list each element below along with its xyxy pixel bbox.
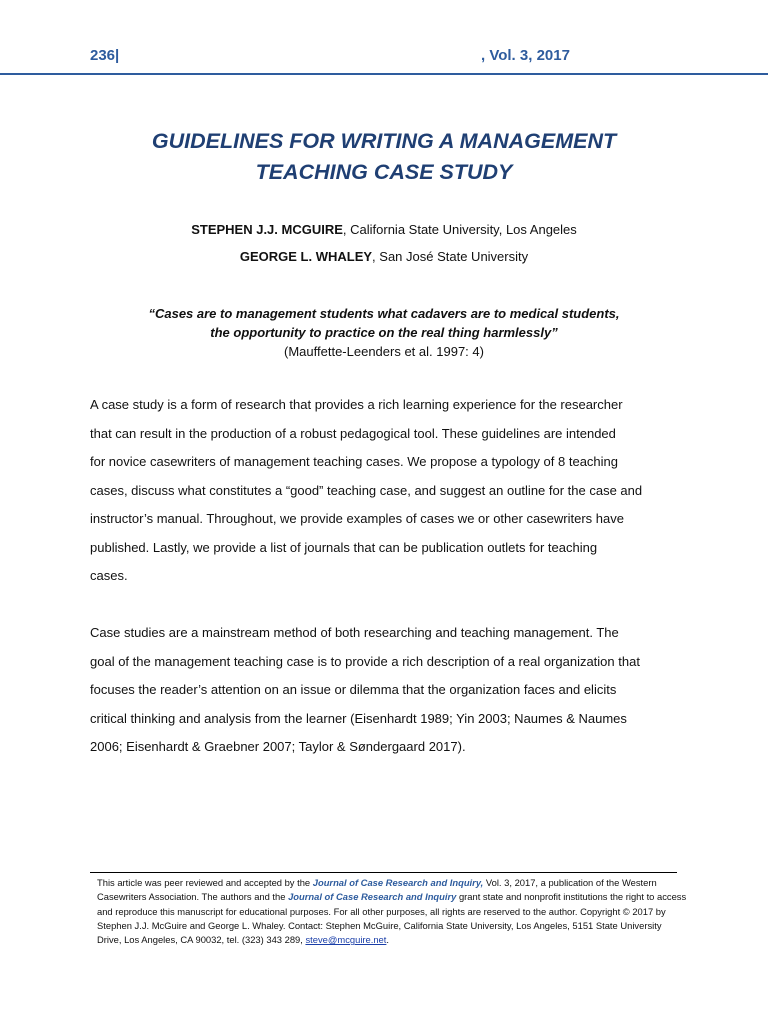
footnote-text: Vol. 3, 2017, a publication of the Western Casewriters Association. The authors and the <box>97 877 657 903</box>
text-line: critical thinking and analysis from the learner (Eisenhardt 1989; Yin 2003; Naumes & Naumes <box>90 710 627 726</box>
footnote-text: This article was peer reviewed and accepted by the <box>97 877 313 888</box>
epigraph <box>0 304 768 361</box>
text-line: that can result in the production of a robust pedagogical tool. These guidelines are intended <box>90 425 616 441</box>
text-line: published. Lastly, we provide a list of journals that can be publication outlets for teaching <box>90 539 598 555</box>
contact-email-link[interactable]: steve@mcguire.net <box>305 934 387 946</box>
journal-name: Journal of Case Research and Inquiry, <box>312 877 484 888</box>
text-line: cases. <box>90 568 128 583</box>
footnote-text: grant state and nonprofit institutions the right to access and reproduce this manuscript for educational purposes. For all other purposes, all rights are reserved to the author. Copyright © 2017 by Stephen J.J. McGuire and George L. Whaley. Contact: Stephen McGuire, California State University, Los Angeles, 5151 State University Drive, Los Angeles, CA 90032, tel. (323) 343 289, <box>97 891 687 946</box>
epigraph-citation: (Mauffette-Leenders et al. 1997: 4) <box>284 344 484 359</box>
text-line: goal of the management teaching case is to provide a rich description of a real organization that <box>90 653 640 669</box>
title-line-2: TEACHING CASE STUDY <box>255 160 513 184</box>
author-list <box>0 216 768 270</box>
footnote-rule <box>90 872 677 873</box>
body-paragraph-1 <box>90 391 690 591</box>
text-line: A case study is a form of research that provides a rich learning experience for the researcher <box>90 397 623 412</box>
article-title <box>0 126 768 188</box>
author-affiliation: , California State University, Los Angeles <box>342 222 577 237</box>
journal-volume: , Vol. 3, 2017 <box>481 47 570 64</box>
text-line: instructor’s manual. Throughout, we provide examples of cases we or other casewriters have <box>90 511 624 526</box>
epigraph-line-1: “Cases are to management students what cadavers are to medical students, <box>148 306 620 321</box>
author-affiliation: , San José State University <box>372 249 529 264</box>
author-name: STEPHEN J.J. MCGUIRE <box>191 222 343 237</box>
text-line: focuses the reader’s attention on an issue or dilemma that the organization faces and elicits <box>90 682 617 697</box>
title-line-1: GUIDELINES FOR WRITING A MANAGEMENT <box>151 129 617 153</box>
text-line: cases, discuss what constitutes a “good” teaching case, and suggest an outline for the case and <box>90 482 643 498</box>
footnote-text: . <box>386 934 389 946</box>
page-number: 236| <box>90 47 120 64</box>
header-rule <box>0 73 768 75</box>
page-header <box>0 0 768 76</box>
author-name: GEORGE L. WHALEY <box>239 249 373 264</box>
body-paragraph-2 <box>90 619 690 762</box>
text-line: Case studies are a mainstream method of both researching and teaching management. The <box>90 625 619 640</box>
footnote <box>97 876 687 947</box>
journal-name: Journal of Case Research and Inquiry <box>288 891 457 903</box>
text-line: 2006; Eisenhardt & Graebner 2007; Taylor & Søndergaard 2017). <box>90 739 466 754</box>
author-line <box>0 243 768 270</box>
author-line <box>0 216 768 243</box>
epigraph-line-2: the opportunity to practice on the real thing harmlessly” <box>210 325 558 340</box>
text-line: for novice casewriters of management teaching cases. We propose a typology of 8 teaching <box>90 454 618 469</box>
